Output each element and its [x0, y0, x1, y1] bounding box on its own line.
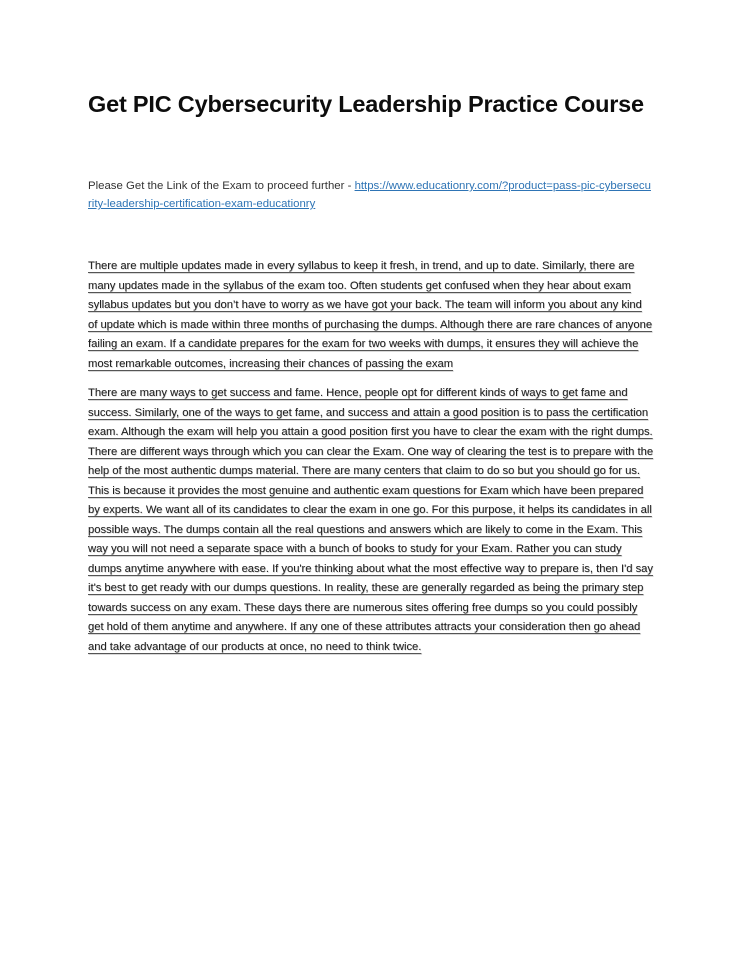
document-content	[88, 86, 654, 657]
body-paragraph-1: There are multiple updates made in every syllabus to keep it fresh, in trend, and up to date. Similarly, there are many updates made in the syllabus of the exam too. Often students get confused when they hear about exam syllabus updates but you don’t have to worry as we have got your back. The team will inform you about any kind of update which is made within three months of purchasing the dumps. Although there are rare chances of anyone failing an exam. If a candidate prepares for the exam for two weeks with dumps, it ensures they will achieve the most remarkable outcomes, increasing their chances of passing the exam	[88, 260, 653, 370]
exam-link-line	[88, 177, 654, 213]
body-paragraph-2: There are many ways to get success and fame. Hence, people opt for different kinds of ways to get fame and success. Similarly, one of the ways to get fame, and success and attain a good position is to pass the certification exam. Although the exam will help you attain a good position first you have to clear the exam with the right dumps. There are different ways through which you can clear the Exam. One way of clearing the test is to prepare with the help of the most authentic dumps material. There are many centers that claim to do so but you should go for us. This is because it provides the most genuine and authentic exam questions for Exam which have been prepared by experts. We want all of its candidates to clear the exam in one go. For this purpose, it helps its candidates in all possible ways. The dumps contain all the real questions and answers which are likely to come in the Exam. This way you will not need a separate space with a bunch of books to study for your Exam. Rather you can study dumps anytime anywhere with ease. If you're thinking about what the most effective way to prepare is, then I'd say it's best to get ready with our dumps questions. In reality, these are generally regarded as being the primary step towards success on any exam. These days there are numerous sites offering free dumps so you could possibly get hold of them anytime and anywhere. If any one of these attributes attracts your consideration then go ahead and take advantage of our products at once, no need to think twice.	[88, 387, 654, 653]
link-intro-text: Please Get the Link of the Exam to proceed further -	[88, 180, 355, 192]
document-title: Get PIC Cybersecurity Leadership Practice Course	[88, 91, 644, 117]
exam-link[interactable]: https://www.educationry.com/?product=pass-pic-cybersecurity-leadership-certification-exam-educationry	[88, 180, 651, 210]
